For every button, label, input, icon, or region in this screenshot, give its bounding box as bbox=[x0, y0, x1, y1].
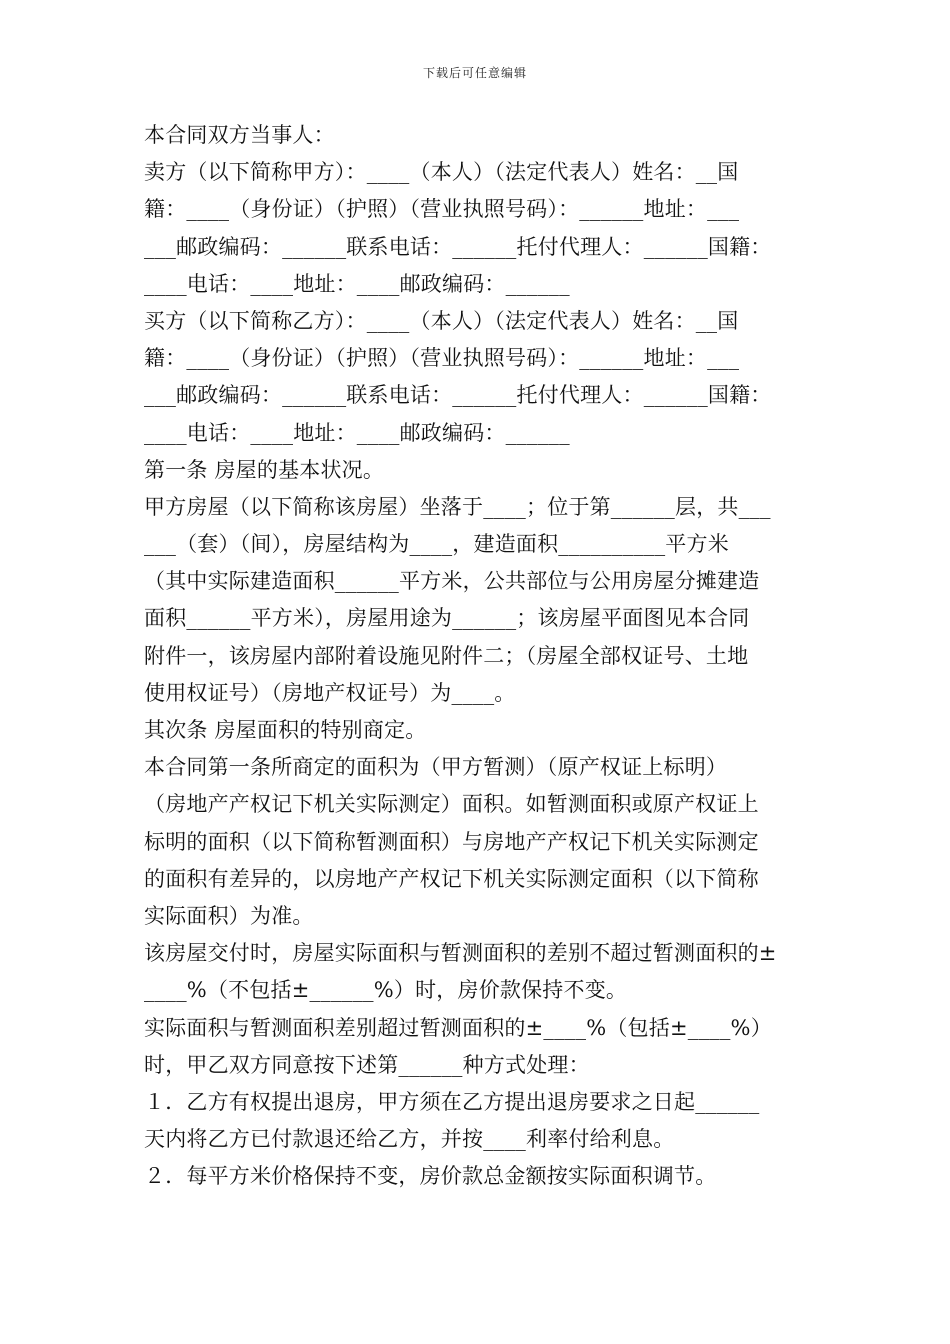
document-line: 甲方房屋（以下简称该房屋）坐落于____；位于第______层，共___ bbox=[144, 494, 771, 519]
document-line: 标明的面积（以下简称暂测面积）与房地产产权记下机关实际测定 bbox=[144, 829, 759, 854]
document-line: 本合同第一条所商定的面积为（甲方暂测）（原产权证上标明） bbox=[144, 755, 728, 780]
document-line: 该房屋交付时，房屋实际面积与暂测面积的差别不超过暂测面积的± bbox=[144, 941, 777, 966]
document-line: ____电话：____地址：____邮政编码：______ bbox=[144, 271, 570, 296]
document-line: ____电话：____地址：____邮政编码：______ bbox=[144, 420, 570, 445]
document-line: 时，甲乙双方同意按下述第______种方式处理： bbox=[144, 1052, 590, 1077]
document-line: 买方（以下简称乙方）：____（本人）（法定代表人）姓名：__国 bbox=[144, 308, 739, 333]
document-line: 使用权证号）（房地产权证号）为____。 bbox=[144, 680, 516, 705]
document-line: 卖方（以下简称甲方）：____（本人）（法定代表人）姓名：__国 bbox=[144, 160, 739, 185]
document-line: 天内将乙方已付款退还给乙方，并按____利率付给利息。 bbox=[144, 1127, 675, 1152]
document-body bbox=[144, 117, 808, 1195]
document-line: 面积______平方米），房屋用途为______；该房屋平面图见本合同 bbox=[144, 606, 750, 631]
document-line: （其中实际建造面积______平方米，公共部位与公用房屋分摊建造 bbox=[144, 569, 760, 594]
document-line: ___邮政编码：______联系电话：______托付代理人：______国籍： bbox=[144, 234, 772, 259]
document-line: ___（套）（间），房屋结构为____，建造面积__________平方米 bbox=[144, 532, 729, 557]
document-line: 籍：____（身份证）（护照）（营业执照号码）：______地址：___ bbox=[144, 346, 740, 371]
page-header: 下载后可任意编辑 bbox=[422, 66, 527, 80]
document-line: 本合同双方当事人： bbox=[144, 123, 335, 147]
document-line: ____%（不包括±______%）时，房价款保持不变。 bbox=[144, 978, 628, 1003]
list-item: １．乙方有权提出退房，甲方须在乙方提出退房要求之日起______ bbox=[144, 1089, 760, 1114]
document-line: 的面积有差异的，以房地产产权记下机关实际测定面积（以下简称 bbox=[144, 866, 759, 891]
list-item: ２．每平方米价格保持不变，房价款总金额按实际面积调节。 bbox=[144, 1164, 717, 1189]
document-line: ___邮政编码：______联系电话：______托付代理人：______国籍： bbox=[144, 383, 772, 408]
section-heading: 第一条 房屋的基本状况。 bbox=[144, 457, 385, 482]
section-heading: 其次条 房屋面积的特别商定。 bbox=[144, 718, 427, 742]
document-line: 附件一，该房屋内部附着设施见附件二；（房屋全部权证号、土地 bbox=[144, 643, 749, 668]
document-line: （房地产产权记下机关实际测定）面积。如暂测面积或原产权证上 bbox=[144, 792, 759, 817]
document-line: 籍：____（身份证）（护照）（营业执照号码）：______地址：___ bbox=[144, 197, 740, 222]
document-line: 实际面积）为准。 bbox=[144, 903, 314, 928]
document-line: 实际面积与暂测面积差别超过暂测面积的±____%（包括±____%） bbox=[144, 1015, 772, 1040]
